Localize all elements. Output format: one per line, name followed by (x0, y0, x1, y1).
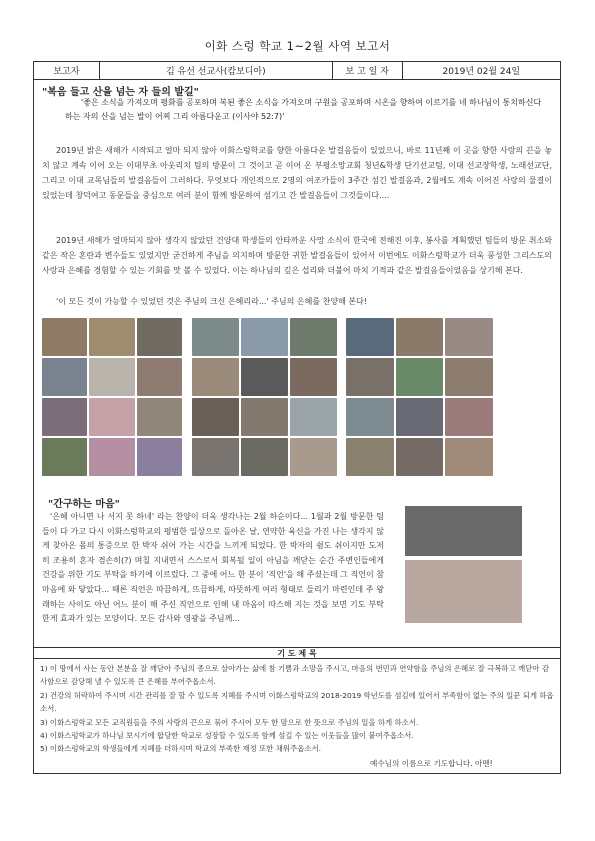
photo (137, 358, 182, 396)
section2-paragraph: '은혜 아니면 나 서지 못 하네' 라는 찬양이 더욱 생각나는 2월 하순이다... 1월과 2월 방문한 팀들이 다 가고 다시 이화스렁학교의 평범한 일상으로 돌아온 날, 연약한 육신을 가진 나는 생각지 않게 찾아온 몸의 통증으로 한 박자 쉬어 가는 시간을 느끼게 되었다. 한 박자의 쉼도 쉬이지만 도저히 조용히 혼자 겸손히(?) 며칠 지내면서 스스로서 회복될 일이 아님을 깨닫는 순간 주변인들에게 건강을 위한 기도 부탁을 하기에 이르렀다. 그 중에 어느 한 분이 '직언'을 해 주셨는데 그 직언이 참 마음에 와 닿았다... 때론 직언은 따끔하게, 뜨끔하게, 따뜻하게 여러 형태로 들리기 마련인데 주 왕래하는 사이도 아닌 어느 분이 해 주신 직언으로 인해 내 마음이 따스해 지는 것을 보면 기도 부탁한게 효과가 있는 모양이다. 모든 감사와 영광을 주님께... (42, 512, 384, 624)
section1-paragraph-3: '이 모든 것이 가능할 수 있었던 것은 주님의 크신 은혜리라...' 주님의 은혜를 찬양해 본다! (56, 297, 368, 306)
photo (241, 358, 288, 396)
photo (346, 318, 394, 356)
photo (192, 398, 239, 436)
photo (89, 358, 134, 396)
section1-paragraph-2: 2019년 새해가 얼마되지 않아 생각지 않았던 건양대 학생들의 안타까운 사망 소식이 한국에 전해진 이후, 봉사를 계획했던 팀들의 방문 취소와 같은 작은 혼란과 변수들도 있었지만 굳건하게 주님을 의지하며 방문한 귀한 발걸음들이 있어서 이번에도 이화스렁학교가 더욱 풍성한 그리스도의 사랑과 은혜를 경험할 수 있는 기회를 맛 볼 수 있었다. 이는 하나님의 깊은 섭리와 더불어 마치 기적과 같은 발걸음들이었음을 상기해 본다. (42, 236, 552, 275)
date-label: 보 고 일 자 (333, 62, 403, 79)
prayer-item: 3) 이화스렁학교 모든 교직원들을 주의 사랑의 끈으로 묶어 주시어 모두 한 맘으로 한 뜻으로 주님의 일을 하게 하소서. (40, 717, 419, 727)
prayer-heading: 기 도 제 목 (33, 647, 561, 659)
closing-prayer: 예수님의 이름으로 기도합니다. 아멘! (370, 759, 493, 768)
prayer-item: 4) 이화스렁학교가 하나님 보시기에 합당한 학교로 성장할 수 있도록 함께 섬길 수 있는 이웃들을 많이 붙여주옵소서. (40, 731, 414, 741)
photo (346, 358, 394, 396)
photo (396, 358, 444, 396)
photo (290, 318, 337, 356)
prayer-item: 2) 건강의 허락하여 주시며 시간 관리를 잘 할 수 있도록 지혜를 주시며 이화스렁학교의 2018-2019 학년도를 섬김에 있어서 부족함이 없는 주의 일꾼 되게 하옵소서. (40, 690, 554, 714)
photo (445, 398, 493, 436)
prayer-list (40, 662, 555, 756)
photo (290, 398, 337, 436)
report-header (33, 61, 561, 80)
reporter-value: 김 유선 선교사(캄보디아) (100, 62, 333, 79)
photo (445, 358, 493, 396)
photo (396, 438, 444, 476)
photo (42, 398, 87, 436)
prayer-item: 1) 이 땅에서 사는 동안 본분을 잘 깨닫아 주님의 종으로 살아가는 삶에 참 기쁨과 소망을 주시고, 마음의 번민과 연약함을 주님의 은혜로 잘 극복하고 깨닫아 감사함으로 감당해 낼 수 있도록 큰 은혜를 부어주옵소서. (40, 664, 549, 687)
photo (42, 438, 87, 476)
photo-collage-3 (346, 318, 493, 476)
section1-title: "복음 들고 산을 넘는 자 들의 발길" (42, 87, 199, 98)
scripture-verse: '좋은 소식을 가져오며 평화를 공포하며 복된 좋은 소식을 가져오며 구원을 공포하며 시온을 향하여 이르기를 네 하나님이 통치하신다 하는 자의 산을 넘는 발이 어찌 그리 아름다운고 (이사야 52:7)' (65, 98, 542, 121)
prayer-item: 5) 이화스렁학교의 학생들에게 지혜를 더하시며 학교의 부족한 재정 또한 채워주옵소서. (40, 744, 321, 754)
photo (241, 438, 288, 476)
photo-collage-1 (42, 318, 182, 476)
photo (290, 358, 337, 396)
photo (396, 398, 444, 436)
section2-title: "간구하는 마음" (48, 499, 120, 510)
photo (89, 438, 134, 476)
photo (445, 438, 493, 476)
document-title: 이화 스렁 학교 1~2월 사역 보고서 (204, 39, 391, 53)
photo (137, 438, 182, 476)
photo (137, 398, 182, 436)
photo (192, 438, 239, 476)
photo-collage-2 (192, 318, 337, 476)
photo (89, 318, 134, 356)
reporter-label: 보고자 (34, 62, 100, 79)
photo (137, 318, 182, 356)
section1-paragraph-1: 2019년 밝은 새해가 시작되고 얼마 되지 않아 이화스렁학교를 향한 아름다운 발걸음들이 있었으니, 바로 11년째 이 곳을 향한 사랑의 끈을 놓치 않고 계속 이어 오는 이대부초 아웃리치 팀의 방문이 그 것이고 곧 이어 온 부평소망교회 청년&학생 단기선교팀, 이대 선교장학생, 노래선교단, 그리고 이대 교목님들의 발걸음들이 그러하다. 무엇보다 개인적으로 2명의 여조카들이 3주간 섬긴 발걸음과, 2월에도 계속 이어진 사랑의 물결이 있었는데 창덕여고 동문들을 중심으로 여러 분이 함께 방문하여 섬기고 간 발걸음들이 그것들이다.... (42, 146, 552, 200)
photo (241, 398, 288, 436)
photo (445, 318, 493, 356)
photo (89, 398, 134, 436)
photo (192, 358, 239, 396)
photo (241, 318, 288, 356)
treatment-photo-1 (405, 506, 522, 556)
treatment-photo-2 (405, 560, 522, 623)
date-value: 2019년 02월 24일 (442, 67, 521, 77)
photo (192, 318, 239, 356)
photo (346, 398, 394, 436)
photo (42, 358, 87, 396)
photo (290, 438, 337, 476)
photo (346, 438, 394, 476)
photo (42, 318, 87, 356)
photo (396, 318, 444, 356)
